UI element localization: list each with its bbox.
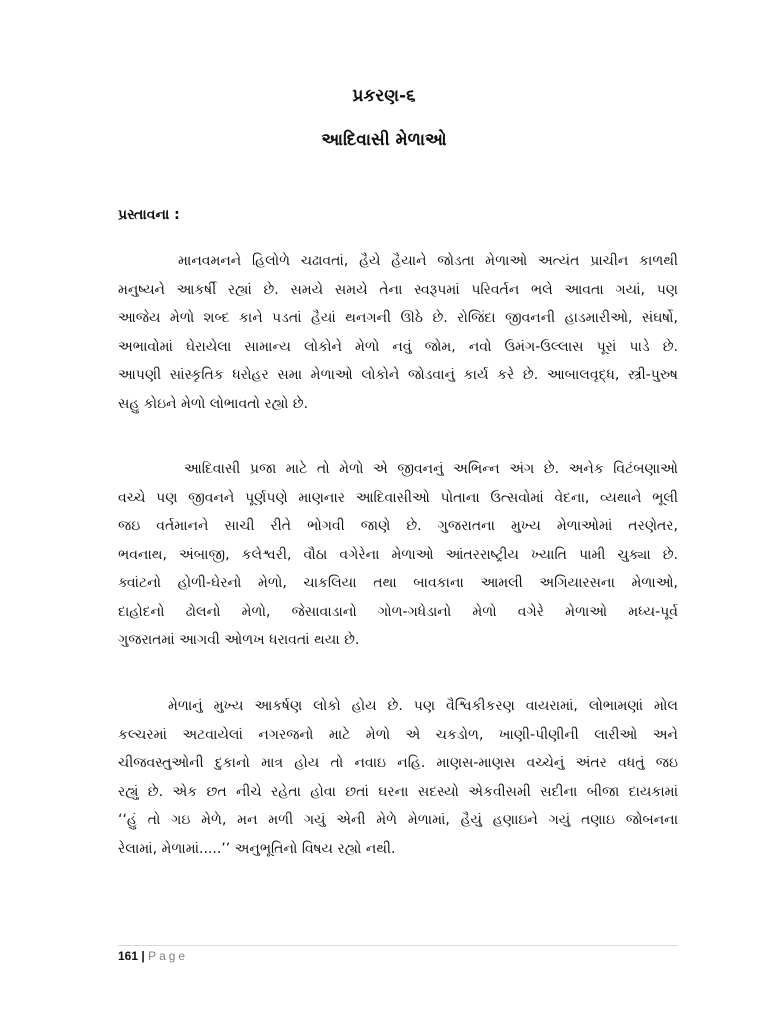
paragraph-2 [118, 455, 678, 655]
page-footer [118, 949, 188, 963]
paragraph-1 [118, 247, 678, 418]
paragraph-line: ભવનાથ, અંબાજી, કલેશ્વરી, વૌઠા વગેરેના મેળાઓ આંતરરાષ્ટ્રીય ખ્યાતિ પામી ચુક્યા છે. [118, 546, 678, 563]
paragraph-3 [118, 692, 678, 863]
paragraph-line: કલ્ચરમાં અટવાયેલાં નગરજનો માટે મેળો એ ચકડોળ, ખાણી-પીણીની લારીઓ અને [118, 726, 678, 743]
chapter-label: પ્રકરણ-૬ [352, 86, 416, 106]
paragraph-line: દાહોદનો ઢોલનો મેળો, જેસાવાડાનો ગોળ-ગધેડાનો મેળો વગેરે મેળાઓ મધ્ય-પૂર્વ [118, 603, 678, 620]
paragraph-line: જઇ વર્તમાનને સાચી રીતે ભોગવી જાણે છે. ગુજરાતના મુખ્ય મેળાઓમાં તરણેતર, [118, 518, 678, 534]
paragraph-line: સહુ કોઇને મેળો લોભાવતો રહ્યો છે. [118, 395, 309, 412]
paragraph-line: આજેય મેળો શબ્દ કાને પડતાં હૈયાં થનગની ઊઠે છે. રોજિંદા જીવનની હાડમારીઓ, સંઘર્ષો, [118, 310, 678, 326]
paragraph-line: અભાવોમાં ઘેરાયેલા સામાન્ય લોકોને મેળો નવું જોમ, નવો ઉમંગ-ઉલ્લાસ પૂરાં પાડે છે. [118, 338, 678, 355]
section-heading: પ્રસ્તાવના : [118, 207, 180, 223]
paragraph-line: રહ્યું છે. એક છત નીચે રહેતા હોવા છતાં ઘરના સદસ્યો એકવીસમી સદીના બીજા દાયકામાં [118, 783, 678, 800]
paragraph-line: ક્વાંટનો હોળી-ઘેરનો મેળો, ચાકલિયા તથા બાવકાના આમલી અગિયારસના મેળાઓ, [118, 575, 678, 591]
footer-divider [118, 945, 678, 946]
paragraph-line: ગુજરાતમાં આગવી ઓળખ ધરાવતાં થયા છે. [118, 632, 360, 648]
paragraph-line: મેળાનું મુખ્ય આકર્ષણ લોકો હોય છે. પણ વૈશ્વિકીકરણ વાયરામાં, લોભામણાં મોલ [168, 698, 678, 714]
paragraph-line: ‘‘હું તો ગઇ મેળે, મન મળી ગયું એની મેળે મેળામાં, હૈયું હણાઇને ગયું તણાઇ જોબનના [118, 812, 678, 828]
page-word: Page [148, 949, 189, 963]
chapter-title: આદિવાસી મેળાઓ [321, 130, 447, 150]
paragraph-line: આદિવાસી પ્રજા માટે તો મેળો એ જીવનનું અભિન્ન અંગ છે. અનેક વિટંબણાઓ [184, 461, 678, 477]
paragraph-line: વચ્ચે પણ જીવનને પૂર્ણપણે માણનાર આદિવાસીઓ પોતાના ઉત્સવોમાં વેદના, વ્યથાને ભૂલી [118, 489, 678, 506]
paragraph-line: આપણી સાંસ્કૃતિક ધરોહર સમા મેળાઓ લોકોને જોડવાનું કાર્ય કરે છે. આબાલવૃદ્ધ, સ્ત્રી-પુરુષ [118, 367, 678, 383]
footer-separator: | [141, 949, 145, 963]
paragraph-line: મનુષ્યને આકર્ષી રહ્યાં છે. સમયે સમયે તેના સ્વરૂપમાં પરિવર્તન ભલે આવતા ગયાં, પણ [118, 281, 678, 298]
paragraph-line: ચીજવસ્તુઓની દુકાનો માત્ર હોય તો નવાઇ નહિ. માણસ-માણસ વચ્ચેનું અંતર વધતું જઇ [118, 755, 678, 771]
paragraph-line: માનવમનને હિલોળે ચઢાવતાં, હૈયે હૈયાને જોડતા મેળાઓ અત્યંત પ્રાચીન કાળથી [178, 253, 678, 269]
paragraph-line: રેલામાં, મેળામાં.....’’ અનુભૂતિનો વિષય રહ્યો નથી. [118, 840, 396, 857]
page-number: 161 [118, 949, 139, 963]
